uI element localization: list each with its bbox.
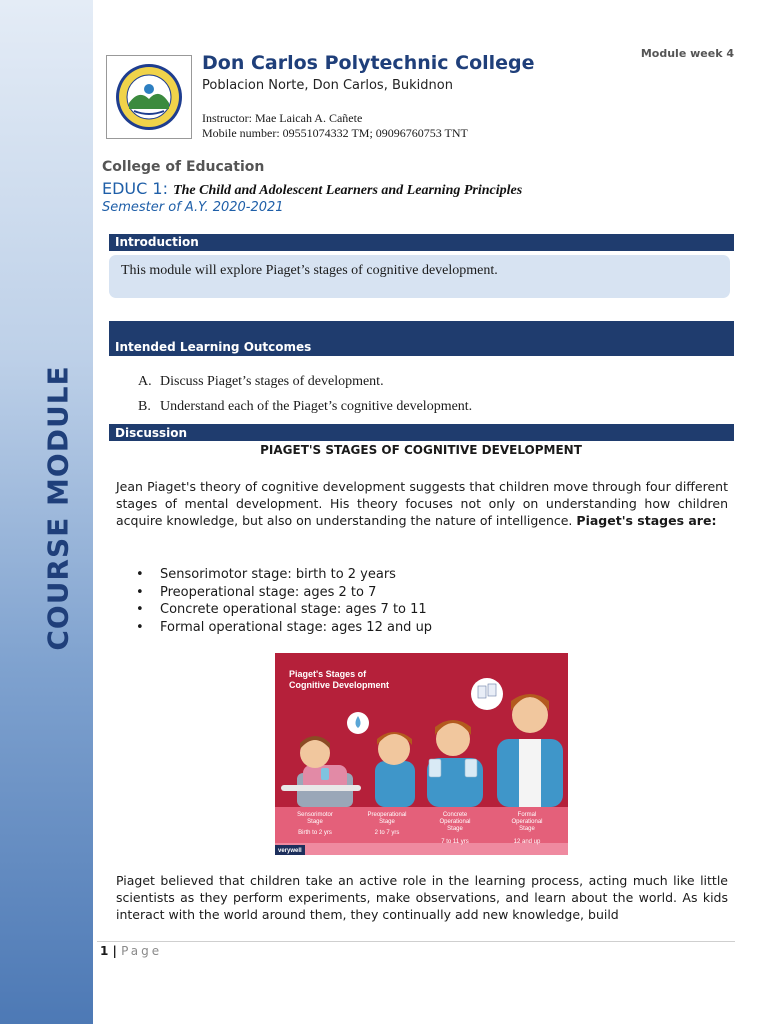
- college-address: Poblacion Norte, Don Carlos, Bukidnon: [202, 78, 453, 93]
- stage-name-line-2: Operational: [439, 819, 471, 825]
- discussion-title: PIAGET'S STAGES OF COGNITIVE DEVELOPMENT: [260, 443, 582, 457]
- stage-name-line-2: Stage: [307, 819, 323, 825]
- discussion-paragraph-1: [116, 478, 728, 529]
- stage-name-line-1: Concrete: [442, 812, 468, 818]
- discussion-heading: Discussion: [109, 424, 734, 441]
- list-item: • Preoperational stage: ages 2 to 7: [136, 584, 432, 602]
- module-week-label: Module week 4: [640, 47, 734, 60]
- stage-name-line-1: Preoperational: [367, 812, 407, 818]
- course-separator: :: [162, 179, 174, 198]
- page-label: Page: [121, 944, 163, 958]
- page-number: 1: [100, 944, 109, 958]
- discussion-paragraph-2: Piaget believed that children take an active role in the learning process, acting much like little scientists as they perform experiments, make observations, and learn about the world. As kids interact with the world around them, they continually add new knowledge, build: [116, 873, 728, 922]
- thought-bubble-math-icon: [471, 678, 503, 710]
- stages-list: [136, 566, 432, 636]
- outcome-letter: B.: [138, 399, 151, 414]
- stage-age-label: 12 and up: [513, 839, 541, 845]
- stage-name-line-1: Formal: [517, 812, 537, 818]
- stage-age-label: 7 to 11 yrs: [441, 839, 469, 845]
- outcome-letter: A.: [138, 374, 152, 389]
- sidebar-band: [0, 0, 93, 1024]
- list-item: • Formal operational stage: ages 12 and up: [136, 619, 432, 637]
- introduction-heading: Introduction: [109, 234, 734, 251]
- semester-label: Semester of A.Y. 2020-2021: [102, 200, 284, 215]
- list-item: • Concrete operational stage: ages 7 to 11: [136, 601, 432, 619]
- instructor-name: Instructor: Mae Laicah A. Cañete: [202, 111, 363, 125]
- stage-age-label: Birth to 2 yrs: [298, 830, 332, 836]
- paragraph-1-bold: Piaget's stages are:: [576, 513, 717, 528]
- figure-title-line-2: Cognitive Development: [289, 680, 390, 690]
- outcome-text: Discuss Piaget’s stages of development.: [160, 374, 384, 389]
- piaget-stages-illustration: [275, 653, 568, 855]
- page-separator: |: [108, 944, 122, 958]
- department-name: College of Education: [102, 159, 265, 175]
- brand-label: verywell: [278, 848, 302, 854]
- college-seal-logo: [106, 55, 192, 139]
- stage-name-line-1: Sensorimotor: [297, 812, 333, 818]
- course-code: EDUC 1: [102, 179, 163, 198]
- course-title: The Child and Adolescent Learners and Learning Principles: [173, 183, 523, 198]
- introduction-box: [109, 255, 730, 298]
- stage-name-line-3: Stage: [519, 826, 535, 832]
- introduction-text: This module will explore Piaget’s stages of cognitive development.: [121, 263, 498, 278]
- sidebar-title: COURSE MODULE: [41, 365, 75, 651]
- list-item: • Sensorimotor stage: birth to 2 years: [136, 566, 432, 584]
- outcome-item: [138, 374, 384, 390]
- outcomes-heading: Intended Learning Outcomes: [109, 321, 734, 356]
- outcome-text: Understand each of the Piaget’s cognitive development.: [160, 399, 473, 414]
- mobile-number: Mobile number: 09551074332 TM; 09096760753 TNT: [202, 126, 468, 140]
- figure-title-line-1: Piaget's Stages of: [289, 669, 367, 679]
- page-footer: [100, 944, 162, 958]
- stage-name-line-2: Operational: [511, 819, 543, 825]
- college-name: Don Carlos Polytechnic College: [202, 52, 535, 74]
- paragraph-1-text: Jean Piaget's theory of cognitive development suggests that children move through four different stages of mental development. His theory focuses not only on understanding how children acquire knowledge, but also on understanding the nature of intelligence.: [116, 479, 728, 528]
- stage-age-label: 2 to 7 yrs: [374, 830, 400, 836]
- stage-name-line-3: Stage: [447, 826, 463, 832]
- footer-divider: [97, 941, 735, 942]
- course-line: [102, 179, 522, 199]
- stage-name-line-2: Stage: [379, 819, 395, 825]
- thought-bubble-water-drop-icon: [347, 712, 369, 734]
- outcome-item: [138, 399, 472, 415]
